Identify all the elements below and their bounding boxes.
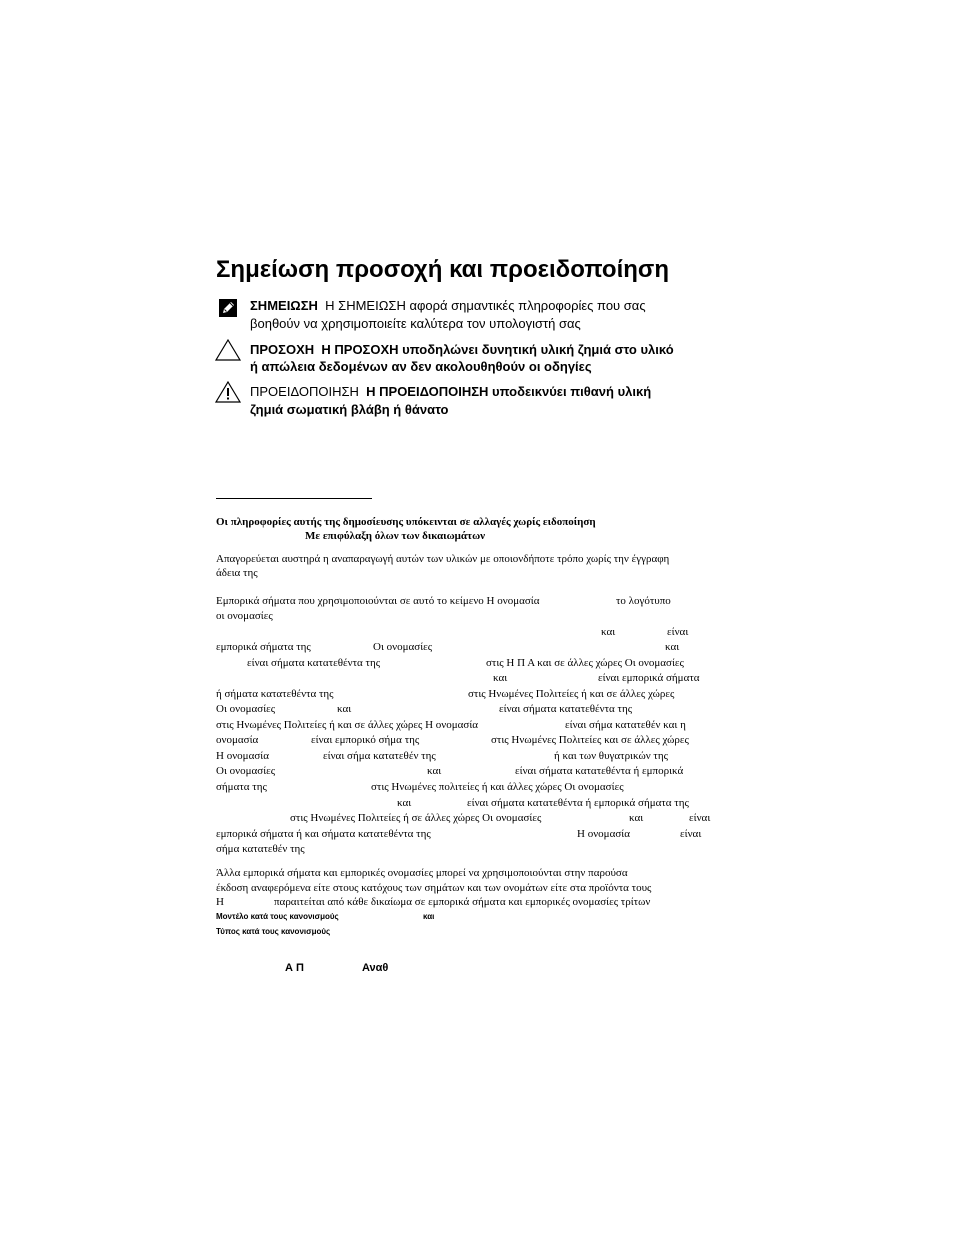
warning-text-2: ζημιά σωματική βλάβη ή θάνατο (250, 402, 449, 417)
trademark-line-16-part-0: σήμα κατατεθέν της (216, 843, 305, 855)
trademark-line-13-part-1: είναι σήματα κατατεθέντα ή εμπορικά σήματα της (467, 797, 689, 809)
trademark-line-5-part-0: και (493, 672, 508, 684)
trademark-line-9-part-0: ονομασία (216, 734, 259, 746)
trademark-line-4-part-1: στις Η Π Α και σε άλλες χώρες Οι ονομασίες (486, 657, 684, 669)
notice-line-2: Με επιφύλαξη όλων των δικαιωμάτων (305, 530, 486, 542)
trademark-line-3-part-1: Οι ονομασίες (373, 641, 433, 653)
caution-text-1: Η ΠΡΟΣΟΧΗ υποδηλώνει δυνητική υλική ζημιά στο υλικό (321, 342, 674, 357)
note-line-1 (250, 298, 646, 313)
regulatory-model-and: και (423, 912, 435, 921)
section-divider (216, 498, 372, 499)
trademark-line-15-part-1: Η ονομασία (577, 828, 630, 840)
trademark-line-8-part-1: είναι σήμα κατατεθέν και η (565, 719, 686, 731)
note-text-2: βοηθούν να χρησιμοποιείτε καλύτερα τον υπολογιστή σας (250, 316, 581, 331)
trademark-line-10-part-0: Η ονομασία (216, 750, 269, 762)
trademark-line-7-part-0: Οι ονομασίες (216, 703, 276, 715)
other-trademark-line-0-part-0: Άλλα εμπορικά σήματα και εμπορικές ονομασίες μπορεί να χρησιμοποιούνται στην παρούσα (216, 867, 628, 879)
trademark-line-6-part-1: στις Ηνωμένες Πολιτείες ή και σε άλλες χώρες (468, 688, 675, 700)
trademark-line-15-part-2: είναι (680, 828, 702, 840)
trademark-line-6-part-0: ή σήματα κατατεθέντα της (216, 688, 334, 700)
trademark-line-3-part-0: εμπορικά σήματα της (216, 641, 311, 653)
trademark-line-9-part-2: στις Ηνωμένες Πολιτείες και σε άλλες χώρες (491, 734, 689, 746)
trademark-line-14-part-0: στις Ηνωμένες Πολιτείες ή σε άλλες χώρες Οι ονομασίες (290, 812, 542, 824)
trademark-line-8-part-0: στις Ηνωμένες Πολιτείες ή και σε άλλες χώρες Η ονομασία (216, 719, 479, 731)
other-trademark-line-2-part-1: παραιτείται από κάθε δικαίωμα σε εμπορικά σήματα και εμπορικές ονομασίες τρίτων (274, 896, 651, 908)
trademark-line-15-part-0: εμπορικά σήματα ή και σήματα κατατεθέντα της (216, 828, 431, 840)
trademark-line-0-part-1: το λογότυπο (616, 595, 671, 607)
trademark-line-10-part-1: είναι σήμα κατατεθέν της (323, 750, 436, 762)
trademark-line-0-part-0: Εμπορικά σήματα που χρησιμοποιούνται σε αυτό το κείμενο Η ονομασία (216, 595, 540, 607)
trademark-line-13-part-0: και (397, 797, 412, 809)
caution-label: ΠΡΟΣΟΧΗ (250, 342, 315, 357)
notice-line-1: Οι πληροφορίες αυτής της δημοσίευσης υπόκεινται σε αλλαγές χωρίς ειδοποίηση (216, 516, 596, 528)
trademark-line-2-part-1: είναι (667, 626, 689, 638)
warning-line-1 (250, 384, 651, 399)
note-text-1: Η ΣΗΜΕΙΩΣΗ αφορά σημαντικές πληροφορίες που σας (325, 298, 646, 313)
trademark-line-12-part-0: σήματα της (216, 781, 267, 793)
other-trademark-line-2-part-0: Η (216, 896, 224, 908)
warning-label: ΠΡΟΕΙΔΟΠΟΙΗΣΗ (250, 384, 359, 399)
trademark-line-7-part-1: και (337, 703, 352, 715)
trademark-line-11-part-2: είναι σήματα κατατεθέντα ή εμπορικά (515, 765, 684, 777)
trademark-line-11-part-0: Οι ονομασίες (216, 765, 276, 777)
trademark-line-10-part-2: ή και των θυγατρικών της (554, 750, 668, 762)
trademark-line-14-part-2: είναι (689, 812, 711, 824)
trademark-line-2-part-0: και (601, 626, 616, 638)
trademark-line-5-part-1: είναι εμπορικά σήματα (598, 672, 700, 684)
page-title: Σημείωση προσοχή και προειδοποίηση (216, 256, 669, 283)
trademark-line-11-part-1: και (427, 765, 442, 777)
footer-revision-label: Αναθ (362, 962, 389, 974)
regulatory-model-label: Μοντέλο κατά τους κανονισμούς (216, 912, 339, 921)
trademark-line-4-part-0: είναι σήματα κατατεθέντα της (247, 657, 381, 669)
trademark-line-1-part-0: οι ονομασίες (216, 610, 273, 622)
footer-date-label: Α Π (285, 962, 304, 974)
warning-exclamation-triangle-icon (214, 380, 242, 406)
regulatory-type-label: Τύπος κατά τους κανονισμούς (216, 927, 331, 936)
caution-triangle-icon (214, 338, 242, 364)
caution-line-1 (250, 342, 674, 357)
reproduction-line-2: άδεια της (216, 567, 258, 579)
trademark-line-7-part-2: είναι σήματα κατατεθέντα της (499, 703, 633, 715)
note-pencil-icon (216, 296, 244, 322)
reproduction-line-1: Απαγορεύεται αυστηρά η αναπαραγωγή αυτών των υλικών με οποιονδήποτε τρόπο χωρίς την έγγραφη (216, 553, 670, 565)
warning-text-1: Η ΠΡΟΕΙΔΟΠΟΙΗΣΗ υποδεικνύει πιθανή υλική (366, 384, 652, 399)
note-label: ΣΗΜΕΙΩΣΗ (250, 298, 318, 313)
caution-text-2: ή απώλεια δεδομένων αν δεν ακολουθηθούν οι οδηγίες (250, 359, 592, 374)
trademark-line-3-part-2: και (665, 641, 680, 653)
other-trademark-line-1-part-0: έκδοση αναφερόμενα είτε στους κατόχους των σημάτων και των ονομάτων είτε στα προϊόντα τους (216, 882, 652, 894)
trademark-line-12-part-1: στις Ηνωμένες πολιτείες ή και άλλες χώρες Οι ονομασίες (371, 781, 624, 793)
trademark-line-9-part-1: είναι εμπορικό σήμα της (311, 734, 420, 746)
trademark-line-14-part-1: και (629, 812, 644, 824)
